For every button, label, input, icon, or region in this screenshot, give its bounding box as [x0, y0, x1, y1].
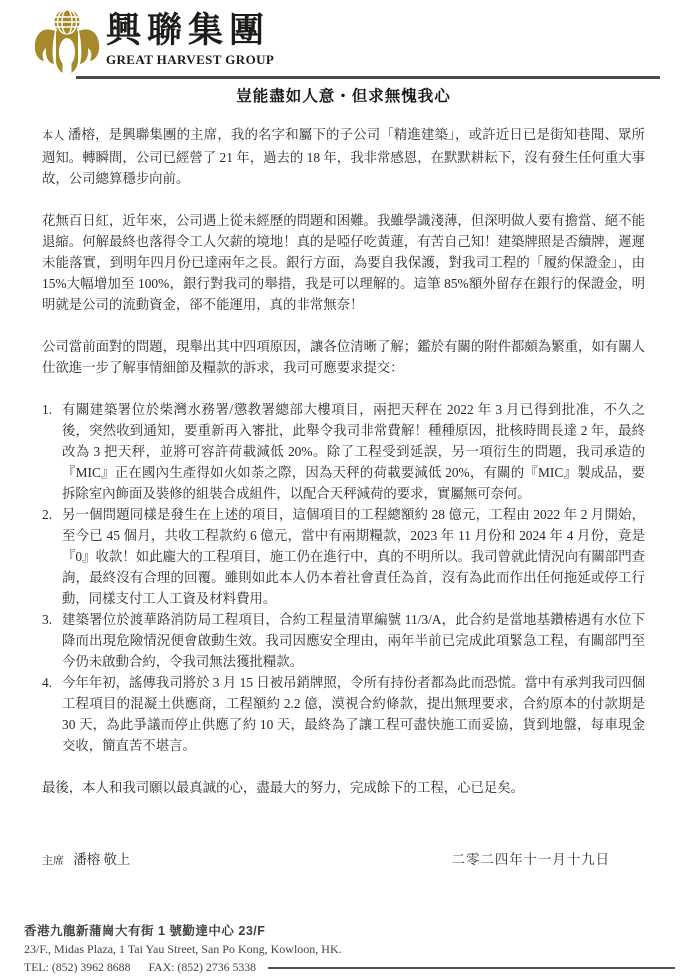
intro-prefix: 本人: [42, 130, 65, 142]
signature-role: 主席: [42, 855, 64, 867]
list-item-text: 有關建築署位於柴灣水務署/懲教署總部大樓項目，兩把天秤在 2022 年 3 月已得到批准，不久之後，突然收到通知，要重新再入審批，此舉令我司非常費解！種種原因，批核時間長達 2 年，最終改為 3 把天秤，並將可容許荷載減低 20%。除了工程受到延誤，另一項衍生的問題，我司承造的『MIC』正在國內生產得如火如荼之際，因為天秤的荷載要減低 20%，有關的『MIC』製成品，要拆除室內飾面及裝修的組裝合成組件，以配合天秤減荷的要求，實屬無可奈何。: [62, 402, 645, 501]
footer-divider: [268, 967, 675, 969]
header-divider: [76, 76, 660, 79]
paragraph-four-reasons-lead: 公司當前面對的問題，現舉出其中四項原因，讓各位清晰了解；鑑於有關的附件都頗為繁重，如有關人仕欲進一步了解事情細節及糧款的訴求，我司可應要求提交：: [42, 339, 645, 375]
list-item: [42, 504, 645, 609]
footer-address-zh: 香港九龍新蒲崗大有街 1 號勤達中心 23/F: [24, 924, 266, 938]
footer-fax: FAX: (852) 2736 5338: [148, 960, 257, 974]
signature-name: 潘榕 敬上: [73, 852, 131, 867]
list-item-text: 今年年初，謠傳我司將於 3 月 15 日被吊銷牌照，令所有持份者都為此而恐慌。當中有承判我司四個工程項目的混凝土供應商，工程額約 2.2 億，漠視合約條款，提出無理要求，合約原本的付款期是 30 天，為此爭議而停止供應了約 10 天，最終為了讓工程可盡快施工而妥協，貨到地盤，每車現金交收，簡直苦不堪言。: [62, 675, 645, 753]
paragraph-difficulties: 花無百日紅，近年來，公司遇上從未經歷的問題和困難。我雖學識淺薄，但深明做人要有擔當、絕不能退縮。何解最終也落得令工人欠薪的境地！真的是啞仔吃黃蓮，有苦自己知！建築牌照是否續牌，遲遲未能落實，到明年四月份已達兩年之長。銀行方面，為要自我保護，對我司工程的「履約保證金」，由 15%大幅增加至 100%，銀行對我司的舉措，我是可以理解的。這筆 85%額外留存在銀行的保證金，明明就是公司的流動資金，郤不能運用，真的非常無奈！: [42, 213, 645, 312]
paragraph-closing: 最後，本人和我司願以最真誠的心，盡最大的努力，完成餘下的工程，心已足矣。: [42, 780, 525, 795]
paragraph-intro: [42, 124, 645, 189]
footer-contact-row: [24, 960, 675, 975]
list-item-number: 3.: [42, 612, 53, 627]
letter-title: 豈能盡如人意・但求無愧我心: [236, 88, 451, 105]
intro-text: 潘榕，是興聯集團的主席，我的名字和屬下的子公司「精進建築」，或許近日已是街知巷聞、眾所週知。轉瞬間，公司已經營了 21 年，過去的 18 年，我非常感恩，在默默耕耘下，沒有發生任何重大事故，公司總算穩步向前。: [42, 127, 645, 186]
signature-row: [42, 849, 645, 868]
list-item: [42, 399, 645, 504]
list-item-number: 2.: [42, 507, 53, 522]
company-header: [106, 12, 274, 68]
reasons-list: [42, 399, 645, 756]
list-item: [42, 672, 645, 756]
letter-body: [42, 86, 645, 798]
footer-address-en: 23/F., Midas Plaza, 1 Tai Yau Street, San Po Kong, Kowloon, HK.: [24, 942, 342, 956]
company-logo-icon: [33, 8, 101, 76]
company-name-zh: 興聯集團: [106, 11, 271, 50]
list-item: [42, 609, 645, 672]
list-item-number: 1.: [42, 402, 53, 417]
footer-tel: TEL: (852) 3962 8688: [24, 960, 131, 974]
list-item-text: 另一個問題同樣是發生在上述的項目，這個項目的工程總額約 28 億元，工程由 2022 年 2 月開始，至今已 45 個月，共收工程款約 6 億元，當中有兩期糧款，2023 年 11 月份和 2024 年 4 月份，竟是『0』收款！如此龐大的工程項目，施工仍在進行中，真的不明所以。我司曾就此情況向有關部門查詢，最終沒有合理的回覆。雖則如此本人仍本着社會責任為首，沒有為此而作出任何拖延或停工行動，同樣支付工人工資及材料費用。: [62, 507, 645, 606]
letter-footer: [24, 921, 675, 975]
list-item-number: 4.: [42, 675, 53, 690]
company-name-en: GREAT HARVEST GROUP: [106, 52, 275, 67]
list-item-text: 建築署位於渡華路消防局工程項目，合約工程量清單編號 11/3/A，此合約是當地基鑽樁遇有水位下降而出現危險情況便會啟動生效。我司因應安全理由，兩年半前已完成此項緊急工程，有關部門至今仍未啟動合約，令我司無法獲批糧款。: [62, 612, 645, 669]
letter-date: 二零二四年十一月十九日: [451, 852, 610, 867]
signature-block: [42, 849, 130, 868]
